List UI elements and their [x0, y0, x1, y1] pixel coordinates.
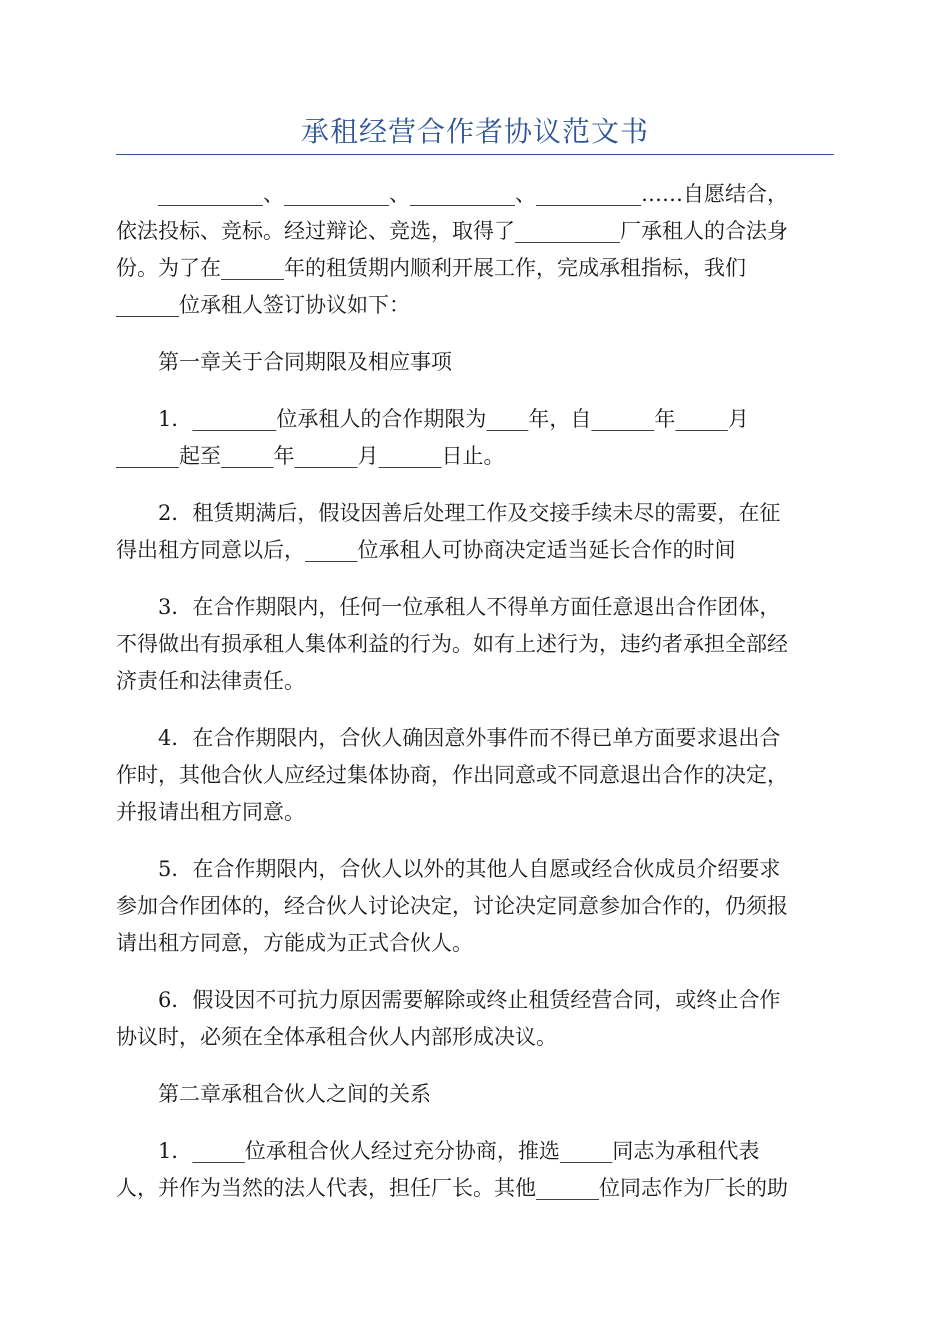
item-line: 作时，其他合伙人应经过集体协商，作出同意或不同意退出合作的决定，: [116, 763, 788, 787]
intro-paragraph: [116, 176, 834, 324]
item-line: 人，并作为当然的法人代表，担任厂长。其他______位同志作为厂长的助: [116, 1176, 788, 1200]
item-line: 参加合作团体的，经合伙人讨论决定，讨论决定同意参加合作的，仍须报: [116, 894, 788, 918]
item-line: 6．假设因不可抗力原因需要解除或终止租赁经营合同，或终止合作: [158, 988, 781, 1012]
item-line: 2．租赁期满后，假设因善后处理工作及交接手续未尽的需要，在征: [158, 501, 781, 525]
item-line: 协议时，必须在全体承租合伙人内部形成决议。: [116, 1025, 557, 1049]
item-line: 得出租方同意以后，_____位承租人可协商决定适当延长合作的时间: [116, 538, 736, 562]
item-line: 1．_____位承租合伙人经过充分协商，推选_____同志为承租代表: [158, 1139, 760, 1163]
chapter-1-item-3: [116, 589, 834, 700]
item-line: 请出租方同意，方能成为正式合伙人。: [116, 931, 473, 955]
chapter-2-heading: 第二章承租合伙人之间的关系: [158, 1082, 431, 1106]
intro-line: 份。为了在______年的租赁期内顺利开展工作，完成承租指标，我们: [116, 256, 746, 280]
chapter-1-heading: 第一章关于合同期限及相应事项: [158, 350, 452, 374]
chapter-1-item-2: [116, 495, 834, 569]
item-line: 4．在合作期限内，合伙人确因意外事件而不得已单方面要求退出合: [158, 726, 781, 750]
document-title: 承租经营合作者协议范文书: [300, 115, 649, 148]
chapter-1-item-5: [116, 851, 834, 962]
intro-line: 依法投标、竞标。经过辩论、竞选，取得了__________厂承租人的合法身: [116, 219, 788, 243]
item-line: 1．________位承租人的合作期限为____年，自______年_____月: [158, 407, 749, 431]
chapter-2-item-1: [116, 1133, 834, 1207]
item-line: 并报请出租方同意。: [116, 800, 305, 824]
chapter-1-item-1: [116, 401, 834, 475]
item-line: 济责任和法律责任。: [116, 669, 305, 693]
item-line: 不得做出有损承租人集体利益的行为。如有上述行为，违约者承担全部经: [116, 632, 788, 656]
item-line: 5．在合作期限内，合伙人以外的其他人自愿或经合伙成员介绍要求: [158, 857, 781, 881]
chapter-1-item-4: [116, 720, 834, 831]
document-body: [116, 176, 834, 1227]
title-underline: [116, 154, 834, 155]
intro-line: __________、__________、__________、__________……自愿结合，: [158, 182, 788, 206]
intro-line: ______位承租人签订协议如下：: [116, 293, 410, 317]
chapter-1-item-6: [116, 982, 834, 1056]
item-line: ______起至_____年______月______日止。: [116, 444, 505, 468]
item-line: 3．在合作期限内，任何一位承租人不得单方面任意退出合作团体，: [158, 595, 781, 619]
